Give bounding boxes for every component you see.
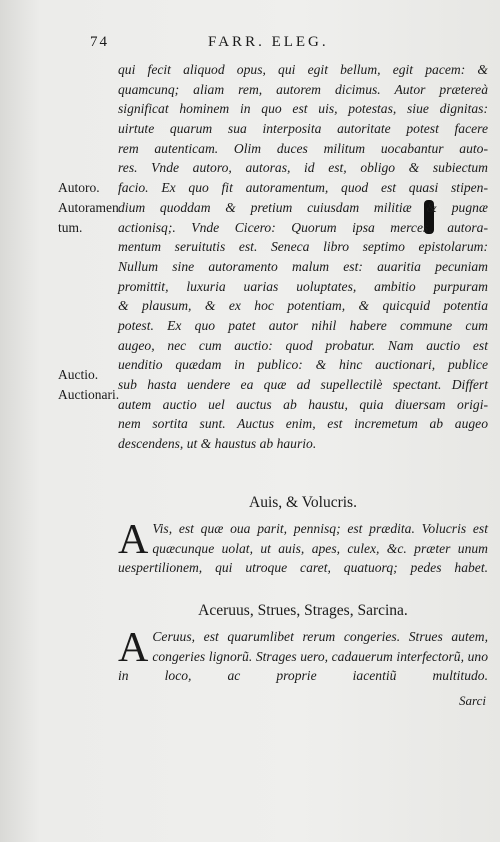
text-line: uenditio quædam in publico: & hinc auctionari, publice [118, 357, 488, 373]
text-line: descendens, ut & haustus ab haurio. [118, 436, 317, 452]
margin-note-auctio: Auctio. [58, 367, 99, 382]
catchword: Sarci [459, 693, 486, 708]
text-line: dium quoddam & pretium cuiusdam militiæ & pugnæ [118, 199, 488, 215]
text-line: autem auctio uel auctus ab haustu, quia diuersam origi- [118, 396, 488, 412]
text-line: nem sortita sunt. Auctus enim, est incremetum ab augeo [118, 416, 488, 432]
text-line: augeo, nec cum auctio: quod probatur. Nam auctio est [118, 337, 488, 353]
margin-note-autoramentum [58, 198, 122, 237]
text-line: res. Vnde autoro, autoras, id est, obligo & subiectum [118, 160, 488, 176]
text-line: uirtute quarum sua interposita autoritate potest facere [118, 121, 488, 137]
drop-cap: A [118, 517, 149, 563]
text-line: sub hasta uendere ea quæ ad supellectilè spectant. Differt [118, 377, 488, 392]
text-line: significat hominem in quo est uis, potestas, siue dignitas: [118, 101, 488, 117]
drop-cap: A [118, 625, 149, 671]
section-heading: Aceruus, Strues, Strages, Sarcina. [198, 602, 408, 619]
text-line: facio. Ex quo fit autoramentum, quod est quasi stipen- [118, 180, 488, 196]
text-line: mentum seruitutis est. Seneca libro septimo epistolarum: [118, 239, 488, 255]
text-line: potest. Ex quo patet autor nihil habere commune cum [118, 317, 488, 333]
text-line: rem autenticam. Olim duces militum uocabantur auto- [118, 140, 488, 156]
page-number: 74 [90, 34, 109, 50]
section-paragraph [118, 519, 488, 578]
paragraph-text: Ceruus, est quarumlibet rerum congeries. Strues autem, congeries lignorũ. Strages uero, cadauerum interfectorũ, uno in loco, ac proprie iacentiũ multitudo. [118, 629, 488, 684]
text-line: Nullum sine autoramento malum est: auaritia pecuniam [118, 258, 488, 274]
section-heading: Auis, & Volucris. [249, 494, 357, 511]
paragraph-text: Vis, est quæ oua parit, pennisq; est prædita. Volucris est quæcunque uolat, ut auis, apes, culex, &c. præter unum uespertilionem, qui utroque caret, quatuorq; pedes habet. [118, 521, 488, 576]
text-line: qui fecit aliquod opus, qui egit bellum, egit pacem: & [118, 62, 488, 77]
margin-note-auctionari: Auctionari. [58, 387, 120, 402]
text-line: quamcunq; aliam rem, autorem dicimus. Autor prætereà [118, 81, 488, 97]
text-line: promittit, luxuria uarias uoluptates, ambitio purpuram [118, 278, 488, 294]
margin-note-line: tum. [58, 219, 83, 235]
body-text [118, 60, 488, 454]
text-line: actionisq;. Vnde Cicero: Quorum ipsa merces, autora- [118, 219, 488, 235]
running-title: FARR. ELEG. [208, 34, 329, 50]
margin-note-line: Autoramen [58, 200, 119, 215]
section-paragraph [118, 627, 488, 686]
margin-note-autoro: Autoro. [58, 180, 100, 195]
text-line: & plausum, & ex hoc potentiam, & quicquid potentia [118, 298, 488, 314]
